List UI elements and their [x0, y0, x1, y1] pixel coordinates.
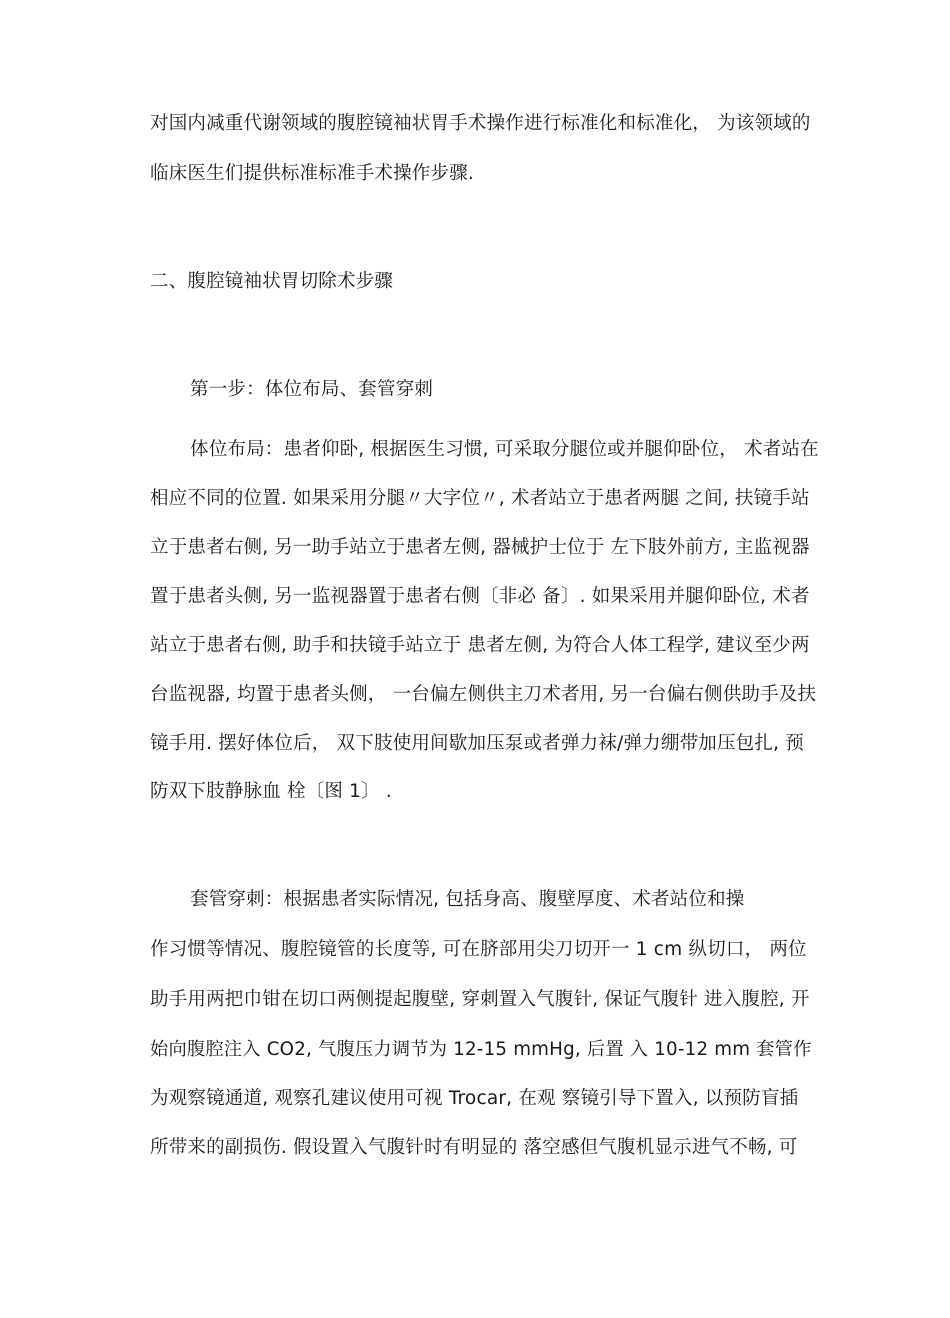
position-line-7: 镜手用. 摆好体位后， 双下肢使用间歇加压泵或者弹力袜/弹力绷带加压包扎, 预	[150, 733, 804, 754]
trocar-line-2: 作习惯等情况、腹腔镜管的长度等, 可在脐部用尖刀切开一 1 cm 纵切口， 两位	[150, 939, 807, 960]
position-line-8: 防双下肢静脉血 栓〔图 1〕 .	[150, 781, 392, 802]
trocar-line-1: 套管穿刺：根据患者实际情况, 包括身高、腹壁厚度、术者站位和操	[190, 889, 745, 910]
trocar-line-4: 始向腹腔注入 CO2, 气腹压力调节为 12-15 mmHg, 后置 入 10-12 mm 套管作	[150, 1039, 812, 1060]
position-line-3: 立于患者右侧, 另一助手站立于患者左侧, 器械护士位于 左下肢外前方, 主监视器	[150, 537, 810, 558]
intro-line-2: 临床医生们提供标准标准手术操作步骤.	[150, 163, 474, 184]
intro-line-1: 对国内减重代谢领域的腹腔镜袖状胃手术操作进行标准化和标准化， 为该领域的	[150, 113, 811, 134]
section-heading: 二、腹腔镜袖状胃切除术步骤	[150, 271, 394, 292]
position-line-2: 相应不同的位置. 如果采用分腿〃大字位〃, 术者站立于患者两腿 之间, 扶镜手站	[150, 488, 810, 509]
position-line-5: 站立于患者右侧, 助手和扶镜手站立于 患者左侧, 为符合人体工程学, 建议至少两	[150, 635, 810, 656]
trocar-line-3: 助手用两把巾钳在切口两侧提起腹壁, 穿刺置入气腹针, 保证气腹针 进入腹腔, 开	[150, 989, 810, 1010]
step-heading: 第一步：体位布局、套管穿刺	[190, 379, 434, 400]
trocar-line-5: 为观察镜通道, 观察孔建议使用可视 Trocar, 在观 察镜引导下置入, 以预防盲插	[150, 1088, 799, 1109]
position-line-4: 置于患者头侧, 另一监视器置于患者右侧〔非必 备〕. 如果采用并腿仰卧位, 术者	[150, 586, 810, 607]
position-line-1: 体位布局：患者仰卧, 根据医生习惯, 可采取分腿位或并腿仰卧位， 术者站在	[190, 439, 819, 460]
trocar-line-6: 所带来的副损伤. 假设置入气腹针时有明显的 落空感但气腹机显示进气不畅, 可	[150, 1137, 798, 1158]
position-line-6: 台监视器, 均置于患者头侧， 一台偏左侧供主刀术者用, 另一台偏右侧供助手及扶	[150, 684, 817, 705]
